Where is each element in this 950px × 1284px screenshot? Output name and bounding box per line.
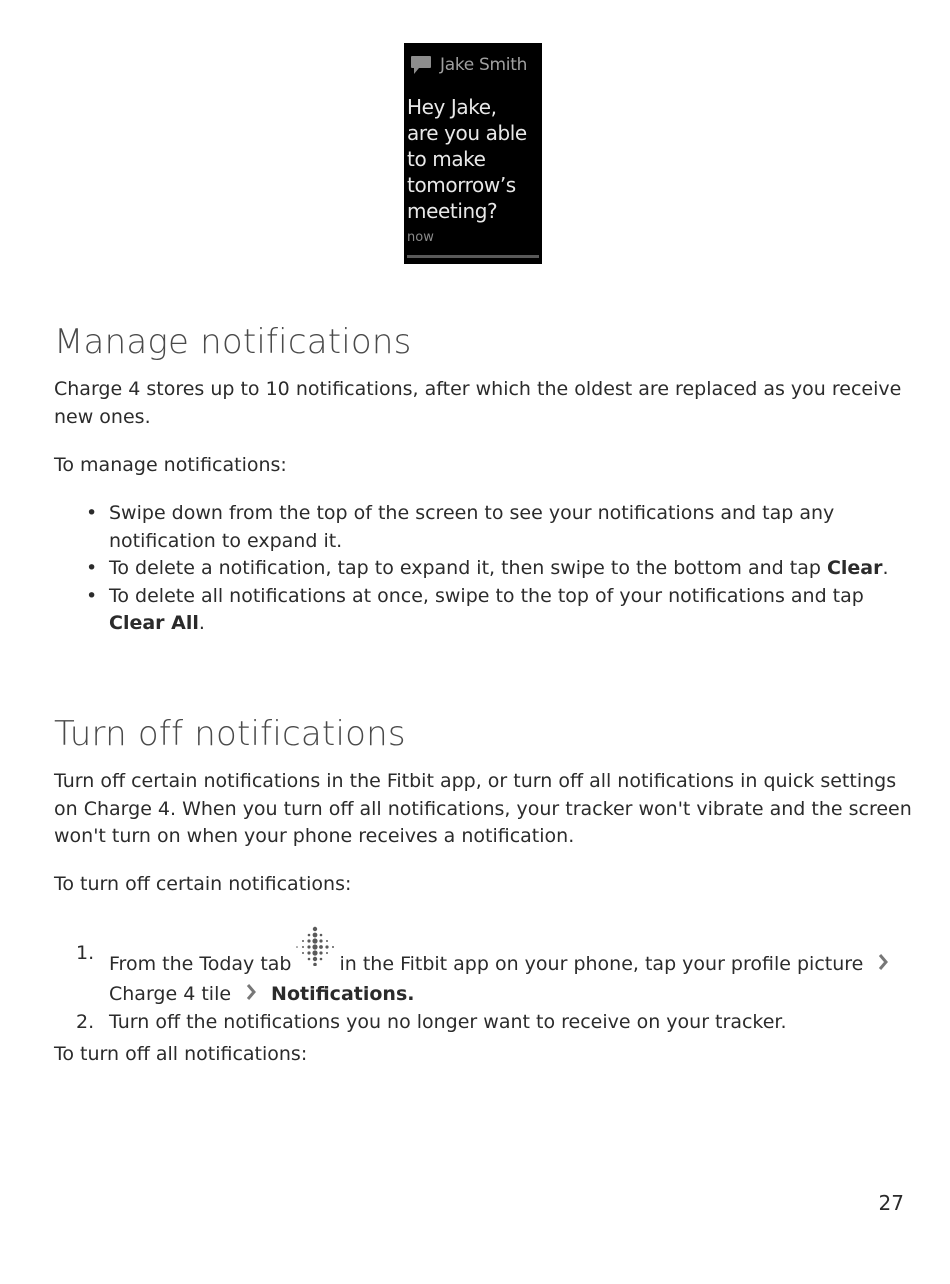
bullet-icon: • [86, 584, 98, 607]
notification-message: Hey Jake, are you able to make tomorrow’s meeting? [407, 95, 527, 223]
notification-sender: Jake Smith [440, 55, 528, 75]
bullet-icon: • [86, 557, 98, 579]
fitbit-today-icon [295, 926, 335, 966]
clear-label: Clear [826, 557, 883, 579]
turnoff-all-lead: To turn off all notifications: [54, 1043, 308, 1065]
list-item: 2. Turn off the notifications you no longer want to receive on your tracker. [54, 1009, 914, 1037]
list-item: 1. From the Today tab in the Fitbit app on your phone, tap your profile pictureCharge 4 tile Notifications. [54, 938, 914, 1009]
manage-intro: Charge 4 stores up to 10 notifications, after which the oldest are replaced as you receive new ones. [54, 378, 902, 428]
notification-time: now [407, 230, 434, 245]
list-item: • To delete a notification, tap to expand it, then swipe to the bottom and tap Clear. [54, 555, 914, 583]
step-number: 2. [76, 1011, 95, 1033]
turnoff-certain-lead: To turn off certain notifications: [54, 873, 352, 895]
notifications-label: Notifications. [271, 983, 415, 1005]
manage-heading: Manage notifications [54, 322, 412, 362]
message-bubble-icon [410, 55, 432, 75]
turnoff-steps-list [54, 938, 914, 1037]
turnoff-intro: Turn off certain notifications in the Fitbit app, or turn off all notifications in quick settings on Charge 4. When you turn off all notifications, your tracker won't vibrate and the screen won't turn on when your phone receives a notification. [54, 770, 912, 847]
list-item: • Swipe down from the top of the screen to see your notifications and tap any notification to expand it. [86, 502, 835, 552]
manage-lead: To manage notifications: [54, 454, 287, 476]
notification-divider [407, 255, 539, 258]
step-number: 1. [76, 942, 95, 964]
notification-header [407, 51, 538, 79]
chevron-right-icon [245, 983, 257, 1001]
clear-all-label: Clear All [109, 612, 199, 634]
chevron-right-icon [877, 953, 889, 971]
tracker-notification-image [404, 43, 542, 264]
turnoff-heading: Turn off notifications [54, 714, 406, 754]
page-number: 27 [878, 1191, 904, 1215]
list-item: • To delete all notifications at once, swipe to the top of your notifications and tap Clear All. [86, 584, 864, 634]
manage-bullet-list [54, 500, 914, 638]
bullet-icon: • [86, 502, 98, 524]
